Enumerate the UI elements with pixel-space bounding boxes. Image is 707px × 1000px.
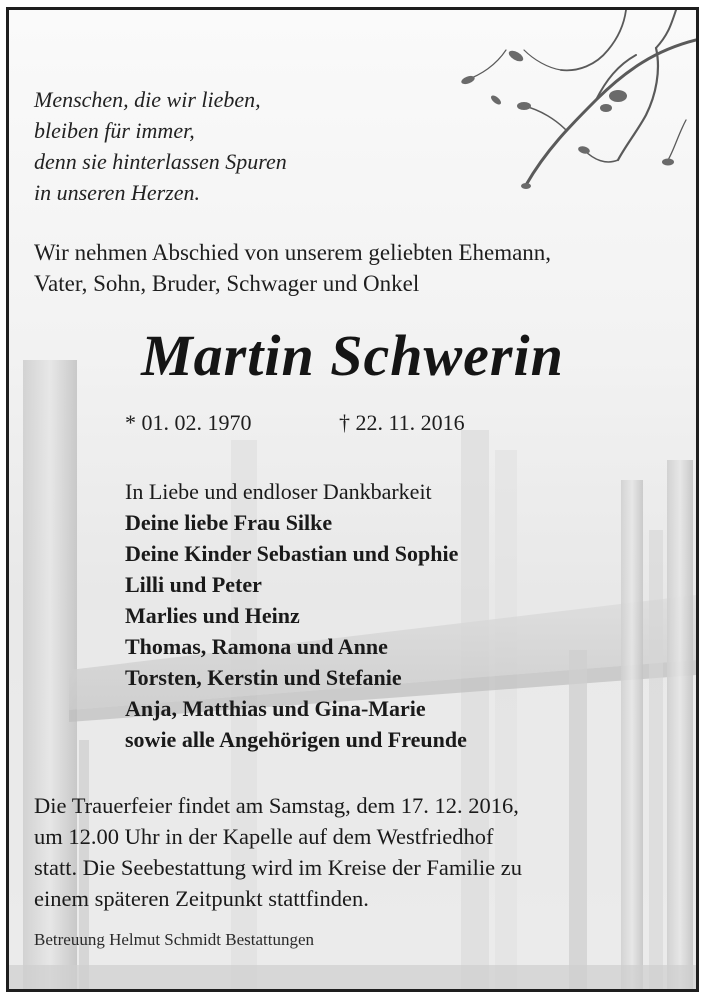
intro-line: Wir nehmen Abschied von unserem geliebten Ehemann, — [34, 240, 552, 265]
mourner-line: sowie alle Angehörigen und Freunde — [125, 727, 467, 752]
intro-line: Vater, Sohn, Bruder, Schwager und Onkel — [34, 271, 420, 296]
poem-line: denn sie hinterlassen Spuren — [34, 149, 287, 174]
mourner-line: Thomas, Ramona und Anne — [125, 634, 388, 659]
deceased-name: Martin Schwerin — [141, 323, 564, 388]
memorial-poem — [34, 84, 287, 208]
funeral-line: Die Trauerfeier findet am Samstag, dem 17. 12. 2016, — [34, 793, 519, 818]
death-date: † 22. 11. 2016 — [339, 410, 465, 435]
funeral-line: statt. Die Seebestattung wird im Kreise der Familie zu — [34, 855, 523, 880]
life-dates — [125, 408, 465, 438]
obituary-card — [6, 7, 699, 992]
mourner-line: Deine liebe Frau Silke — [125, 510, 333, 535]
poem-line: in unseren Herzen. — [34, 180, 200, 205]
funeral-line: einem späteren Zeitpunkt stattfinden. — [34, 886, 369, 911]
mourner-line: Anja, Matthias und Gina-Marie — [125, 696, 426, 721]
poem-line: Menschen, die wir lieben, — [34, 87, 261, 112]
farewell-intro — [34, 237, 551, 299]
undertaker-credit: Betreuung Helmut Schmidt Bestattungen — [34, 930, 314, 949]
funeral-details — [34, 790, 522, 914]
funeral-line: um 12.00 Uhr in der Kapelle auf dem Westfriedhof — [34, 824, 494, 849]
mourner-line: Deine Kinder Sebastian und Sophie — [125, 541, 459, 566]
mourners-lead: In Liebe und endloser Dankbarkeit — [125, 479, 432, 504]
poem-line: bleiben für immer, — [34, 118, 195, 143]
mourner-line: Marlies und Heinz — [125, 603, 300, 628]
mourner-line: Torsten, Kerstin und Stefanie — [125, 665, 402, 690]
birth-date: * 01. 02. 1970 — [125, 410, 252, 435]
mourner-line: Lilli und Peter — [125, 572, 262, 597]
mourners-list — [125, 476, 467, 755]
